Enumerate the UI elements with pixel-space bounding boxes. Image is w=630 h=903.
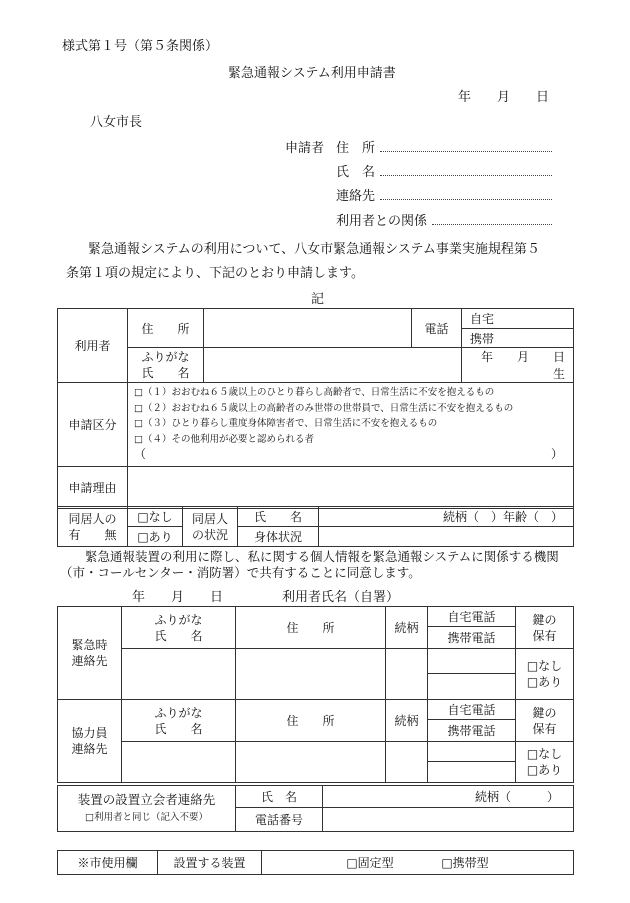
reason-label: 申請理由 [58, 467, 128, 509]
applicant-contact-label: 連絡先 [336, 189, 376, 204]
applicant-address-label: 住 所 [336, 141, 376, 156]
emergency-name-header: ふりがな 氏 名 [122, 607, 236, 649]
cooperator-relation-header: 続柄 [386, 700, 428, 742]
category-option-2[interactable]: □（２）おおむね６５歳以上の高齢者のみ世帯の世帯員で、日常生活に不安を抱えるもの [134, 402, 514, 414]
body-text-line-2: 条第１項の規定により、下記のとおり申請します。 [66, 266, 364, 281]
cooperator-mobile-phone-field[interactable] [428, 762, 516, 783]
cooperator-key-header: 鍵の 保有 [516, 700, 574, 742]
installer-relation[interactable]: 続柄（ ） [323, 786, 574, 808]
ki-label: 記 [311, 292, 325, 307]
user-table [57, 308, 578, 509]
category-option-1[interactable]: □（１）おおむね６５歳以上のひとり暮らし高齢者で、日常生活に不安を抱えるもの [134, 387, 495, 398]
user-name-label: ふりがな 氏 名 [128, 348, 204, 383]
applicant-relation-label: 利用者との関係 [336, 214, 428, 229]
cohabitant-exists-checkbox[interactable]: □あり [128, 527, 183, 547]
category-option-4[interactable]: □（４）その他利用が必要と認められる者 [134, 433, 314, 445]
page-title: 緊急通報システム利用申請書 [228, 66, 396, 81]
installer-table [57, 785, 574, 832]
cohabitant-physical-label: 身体状況 [238, 527, 319, 547]
body-text-line-1: 緊急通報システムの利用について、八女市緊急通報システム事業実施規程第５ [88, 242, 540, 257]
user-address-label: 住 所 [128, 309, 204, 348]
applicant-contact-field[interactable] [380, 199, 552, 200]
applicant-name-label: 氏 名 [336, 165, 376, 180]
cooperator-name-field[interactable] [122, 742, 236, 783]
device-options[interactable] [262, 851, 574, 875]
cohabitant-label: 同居人の 有 無 [58, 507, 128, 547]
installer-phone-field[interactable] [323, 808, 574, 832]
consent-date[interactable]: 年 月 日 [132, 590, 224, 605]
emergency-key-options[interactable]: □なし □あり [516, 649, 574, 700]
emergency-contact-table [57, 606, 574, 783]
user-phone-label: 電話 [412, 309, 462, 348]
applicant-name-field[interactable] [380, 175, 552, 176]
user-home-phone[interactable]: 自宅 [462, 309, 574, 329]
emergency-mobile-phone-header: 携帯電話 [428, 627, 516, 649]
user-name-field[interactable] [204, 348, 462, 383]
city-use-table [57, 850, 574, 875]
reason-field[interactable] [128, 467, 574, 509]
applicant-address-field[interactable] [380, 151, 552, 152]
cohabitant-none-checkbox[interactable]: □なし [128, 507, 183, 527]
cooperator-name-header: ふりがな 氏 名 [122, 700, 236, 742]
consent-text: 緊急通報装置の利用に際し、私に関する個人情報を緊急通報システムに関係する機関（市・コールセンター・消防署）で共有することに同意します。 [60, 549, 559, 580]
installer-same-as-user[interactable]: □利用者と同じ（記入不要） [85, 811, 208, 823]
emergency-key-header: 鍵の 保有 [516, 607, 574, 649]
emergency-address-header: 住 所 [236, 607, 386, 649]
emergency-label: 緊急時 連絡先 [58, 607, 122, 700]
installer-phone-label: 電話番号 [236, 808, 323, 832]
cohabitant-name-label: 氏 名 [238, 507, 319, 527]
installer-name-label: 氏 名 [236, 786, 323, 808]
cooperator-label: 協力員 連絡先 [58, 700, 122, 783]
emergency-relation-field[interactable] [386, 649, 428, 700]
emergency-address-field[interactable] [236, 649, 386, 700]
device-fixed-checkbox[interactable]: □固定型 [346, 856, 394, 870]
cooperator-relation-field[interactable] [386, 742, 428, 783]
date-line: 年 月 日 [458, 90, 550, 105]
user-birth-date[interactable]: 年 月 日 生 [462, 348, 574, 383]
city-use-label: ※市使用欄 [58, 851, 158, 875]
emergency-name-field[interactable] [122, 649, 236, 700]
cooperator-home-phone-header: 自宅電話 [428, 700, 516, 720]
cooperator-address-header: 住 所 [236, 700, 386, 742]
emergency-relation-header: 続柄 [386, 607, 428, 649]
cohabitant-status-label: 同居人 の状況 [183, 507, 238, 547]
cooperator-mobile-phone-header: 携帯電話 [428, 720, 516, 742]
emergency-home-phone-field[interactable] [428, 649, 516, 674]
category-options[interactable] [128, 383, 574, 467]
signature-label[interactable]: 利用者氏名（自署） [282, 590, 400, 605]
installer-label: 装置の設置立会者連絡先 [77, 791, 216, 807]
category-option-3[interactable]: □（３）ひとり暮らし重度身体障害者で、日常生活に不安を抱えるもの [134, 418, 438, 429]
cooperator-home-phone-field[interactable] [428, 742, 516, 762]
category-label: 申請区分 [58, 383, 128, 467]
category-other-field[interactable]: （ ） [134, 447, 564, 461]
user-address-field[interactable] [204, 309, 412, 348]
emergency-mobile-phone-field[interactable] [428, 674, 516, 700]
applicant-relation-field[interactable] [432, 224, 552, 225]
device-portable-checkbox[interactable]: □携帯型 [441, 856, 489, 870]
cooperator-address-field[interactable] [236, 742, 386, 783]
installer-label-cell [58, 786, 236, 832]
cohabitant-relation-age[interactable]: 続柄（ ）年齢（ ） [319, 507, 574, 527]
device-label: 設置する装置 [158, 851, 262, 875]
user-label: 利用者 [58, 309, 128, 383]
applicant-label: 申請者 [285, 141, 325, 156]
user-mobile-phone[interactable]: 携帯 [462, 329, 574, 348]
addressee: 八女市長 [90, 115, 143, 130]
cohabitant-physical-field[interactable] [319, 527, 574, 547]
form-number: 様式第１号（第５条関係） [62, 39, 219, 54]
cooperator-key-options[interactable]: □なし □あり [516, 742, 574, 783]
emergency-home-phone-header: 自宅電話 [428, 607, 516, 627]
cohabitant-table [57, 506, 574, 547]
